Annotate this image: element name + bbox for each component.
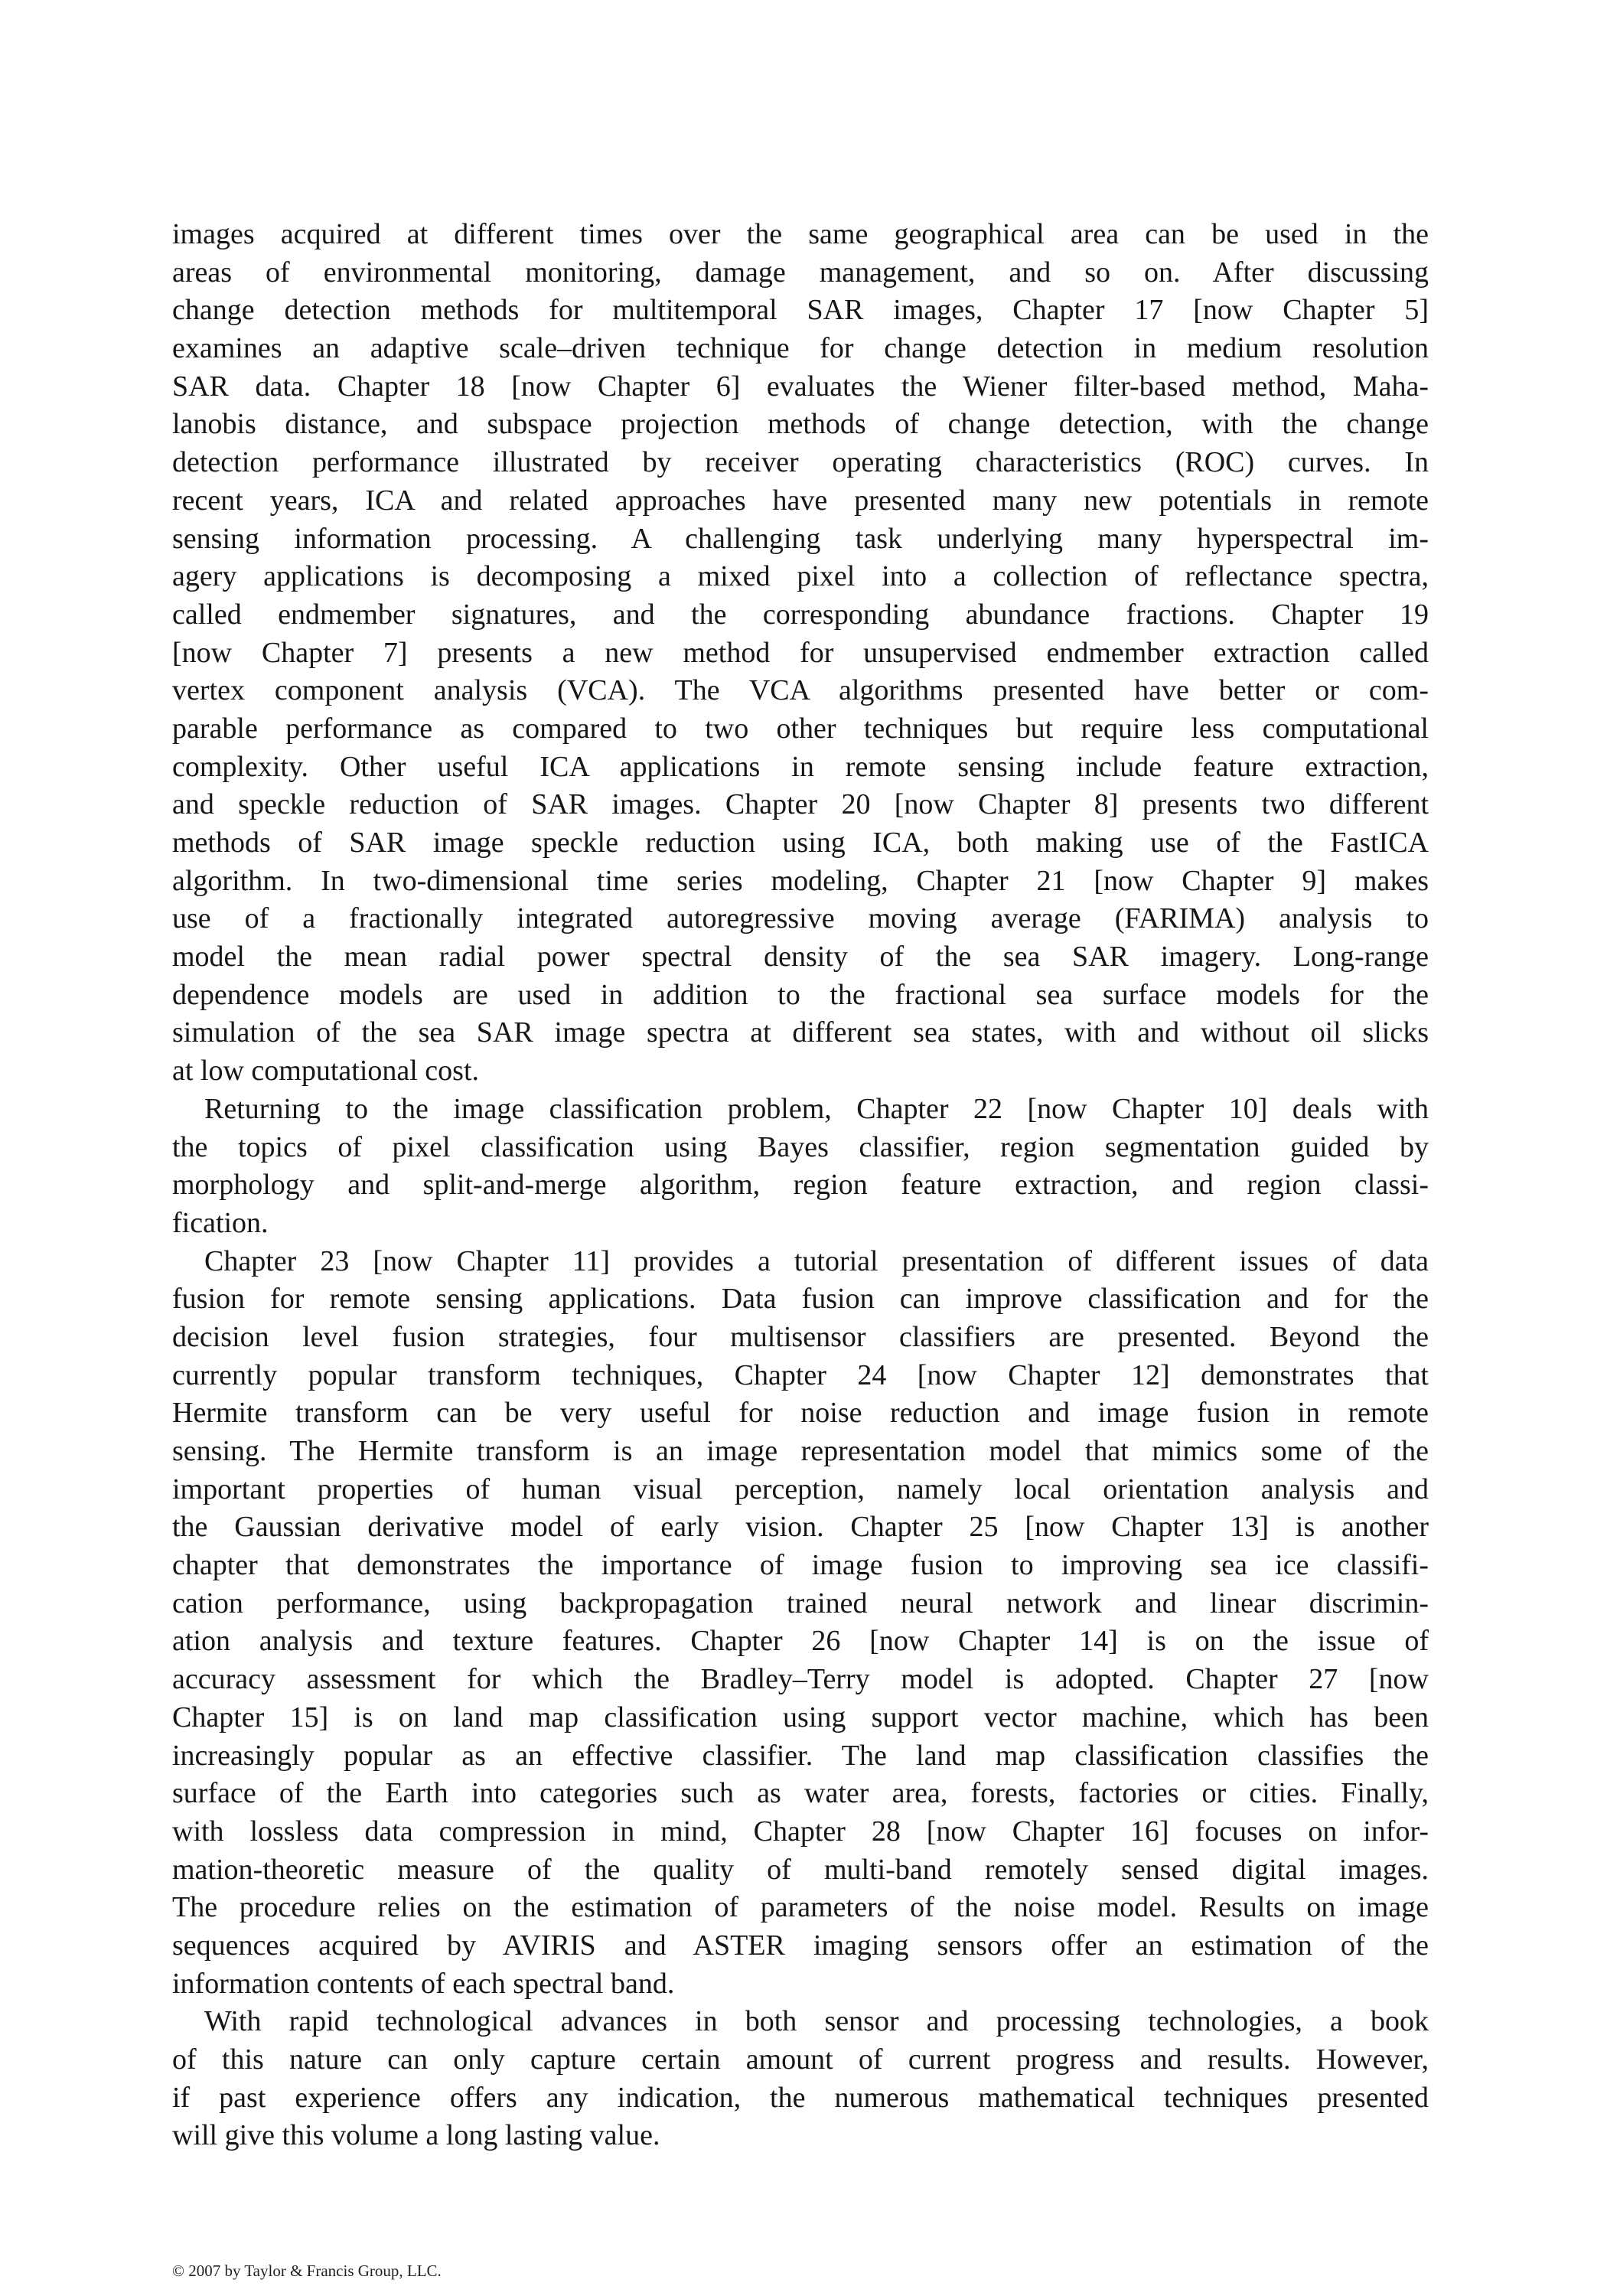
text-line: methods of SAR image speckle reduction using ICA, both making use of the FastICA [172, 827, 1429, 859]
text-line: Chapter 23 [now Chapter 11] provides a tutorial presentation of different issues of data [204, 1244, 1429, 1277]
text-line: complexity. Other useful ICA applications in remote sensing include feature extraction, [172, 750, 1429, 783]
text-line: sensing information processing. A challenging task underlying many hyperspectral im- [172, 522, 1429, 555]
text-line: of this nature can only capture certain amount of current progress and results. However, [172, 2043, 1429, 2076]
text-line: use of a fractionally integrated autoregressive moving average (FARIMA) analysis to [172, 902, 1429, 935]
text-line: cation performance, using backpropagation trained neural network and linear discrimin- [172, 1587, 1429, 1619]
text-line: sensing. The Hermite transform is an image representation model that mimics some of the [172, 1435, 1429, 1467]
text-line: with lossless data compression in mind, Chapter 28 [now Chapter 16] focuses on infor- [172, 1815, 1429, 1848]
text-line: dependence models are used in addition to the fractional sea surface models for the [172, 978, 1429, 1011]
text-line: Hermite transform can be very useful for noise reduction and image fusion in remote [172, 1397, 1429, 1430]
text-line: increasingly popular as an effective classifier. The land map classification classifies the [172, 1739, 1429, 1772]
text-line: fusion for remote sensing applications. Data fusion can improve classification and for the [172, 1283, 1429, 1316]
text-line: and speckle reduction of SAR images. Chapter 20 [now Chapter 8] presents two different [172, 788, 1429, 821]
paragraph-3 [172, 1243, 1429, 2004]
text-line: parable performance as compared to two other techniques but require less computational [172, 712, 1429, 745]
text-line: change detection methods for multitemporal SAR images, Chapter 17 [now Chapter 5] [172, 294, 1429, 327]
text-line: will give this volume a long lasting value. [172, 2119, 660, 2152]
text-line: at low computational cost. [172, 1055, 480, 1088]
paragraph-4 [172, 2003, 1429, 2155]
text-line: agery applications is decomposing a mixed pixel into a collection of reflectance spectra, [172, 560, 1429, 593]
text-line: decision level fusion strategies, four multisensor classifiers are presented. Beyond the [172, 1320, 1429, 1353]
text-line: The procedure relies on the estimation of parameters of the noise model. Results on image [172, 1891, 1429, 1924]
text-line: morphology and split-and-merge algorithm, region feature extraction, and region classi- [172, 1169, 1429, 1202]
text-line: examines an adaptive scale–driven technique for change detection in medium resolution [172, 332, 1429, 365]
text-line: surface of the Earth into categories such as water area, forests, factories or cities. Finally, [172, 1777, 1429, 1810]
text-line: sequences acquired by AVIRIS and ASTER imaging sensors offer an estimation of the [172, 1929, 1429, 1962]
text-line: mation-theoretic measure of the quality of multi-band remotely sensed digital images. [172, 1853, 1429, 1886]
text-line: called endmember signatures, and the corresponding abundance fractions. Chapter 19 [172, 598, 1429, 631]
text-line: Returning to the image classification problem, Chapter 22 [now Chapter 10] deals with [204, 1092, 1429, 1125]
text-line: the Gaussian derivative model of early vision. Chapter 25 [now Chapter 13] is another [172, 1511, 1429, 1544]
text-line: model the mean radial power spectral density of the sea SAR imagery. Long-range [172, 941, 1429, 974]
text-line: recent years, ICA and related approaches have presented many new potentials in remote [172, 484, 1429, 517]
text-line: important properties of human visual perception, namely local orientation analysis and [172, 1473, 1429, 1505]
text-line: lanobis distance, and subspace projection methods of change detection, with the change [172, 408, 1429, 441]
text-line: images acquired at different times over the same geographical area can be used in the [172, 218, 1429, 250]
copyright-footer: © 2007 by Taylor & Francis Group, LLC. [172, 2262, 442, 2280]
paragraph-1 [172, 216, 1429, 1091]
text-line: [now Chapter 7] presents a new method for unsupervised endmember extraction called [172, 636, 1429, 669]
text-line: areas of environmental monitoring, damage management, and so on. After discussing [172, 256, 1429, 289]
paragraph-2 [172, 1091, 1429, 1243]
body-text [172, 216, 1429, 2155]
text-line: if past experience offers any indication, the numerous mathematical techniques presented [172, 2081, 1429, 2114]
text-line: fication. [172, 1206, 269, 1239]
text-line: SAR data. Chapter 18 [now Chapter 6] evaluates the Wiener filter-based method, Maha- [172, 370, 1429, 403]
text-line: simulation of the sea SAR image spectra at different sea states, with and without oil slicks [172, 1016, 1429, 1049]
text-line: detection performance illustrated by receiver operating characteristics (ROC) curves. In [172, 446, 1429, 479]
text-line: ation analysis and texture features. Chapter 26 [now Chapter 14] is on the issue of [172, 1625, 1429, 1658]
text-line: vertex component analysis (VCA). The VCA algorithms presented have better or com- [172, 674, 1429, 707]
text-line: accuracy assessment for which the Bradley–Terry model is adopted. Chapter 27 [now [172, 1663, 1429, 1696]
text-line: chapter that demonstrates the importance of image fusion to improving sea ice classifi- [172, 1549, 1429, 1582]
text-line: algorithm. In two-dimensional time series modeling, Chapter 21 [now Chapter 9] makes [172, 864, 1429, 897]
text-line: currently popular transform techniques, Chapter 24 [now Chapter 12] demonstrates that [172, 1358, 1429, 1391]
text-line: Chapter 15] is on land map classification using support vector machine, which has been [172, 1701, 1429, 1733]
text-line: the topics of pixel classification using Bayes classifier, region segmentation guided by [172, 1130, 1429, 1163]
text-line: information contents of each spectral band. [172, 1967, 675, 2000]
text-line: With rapid technological advances in both sensor and processing technologies, a book [204, 2005, 1429, 2038]
